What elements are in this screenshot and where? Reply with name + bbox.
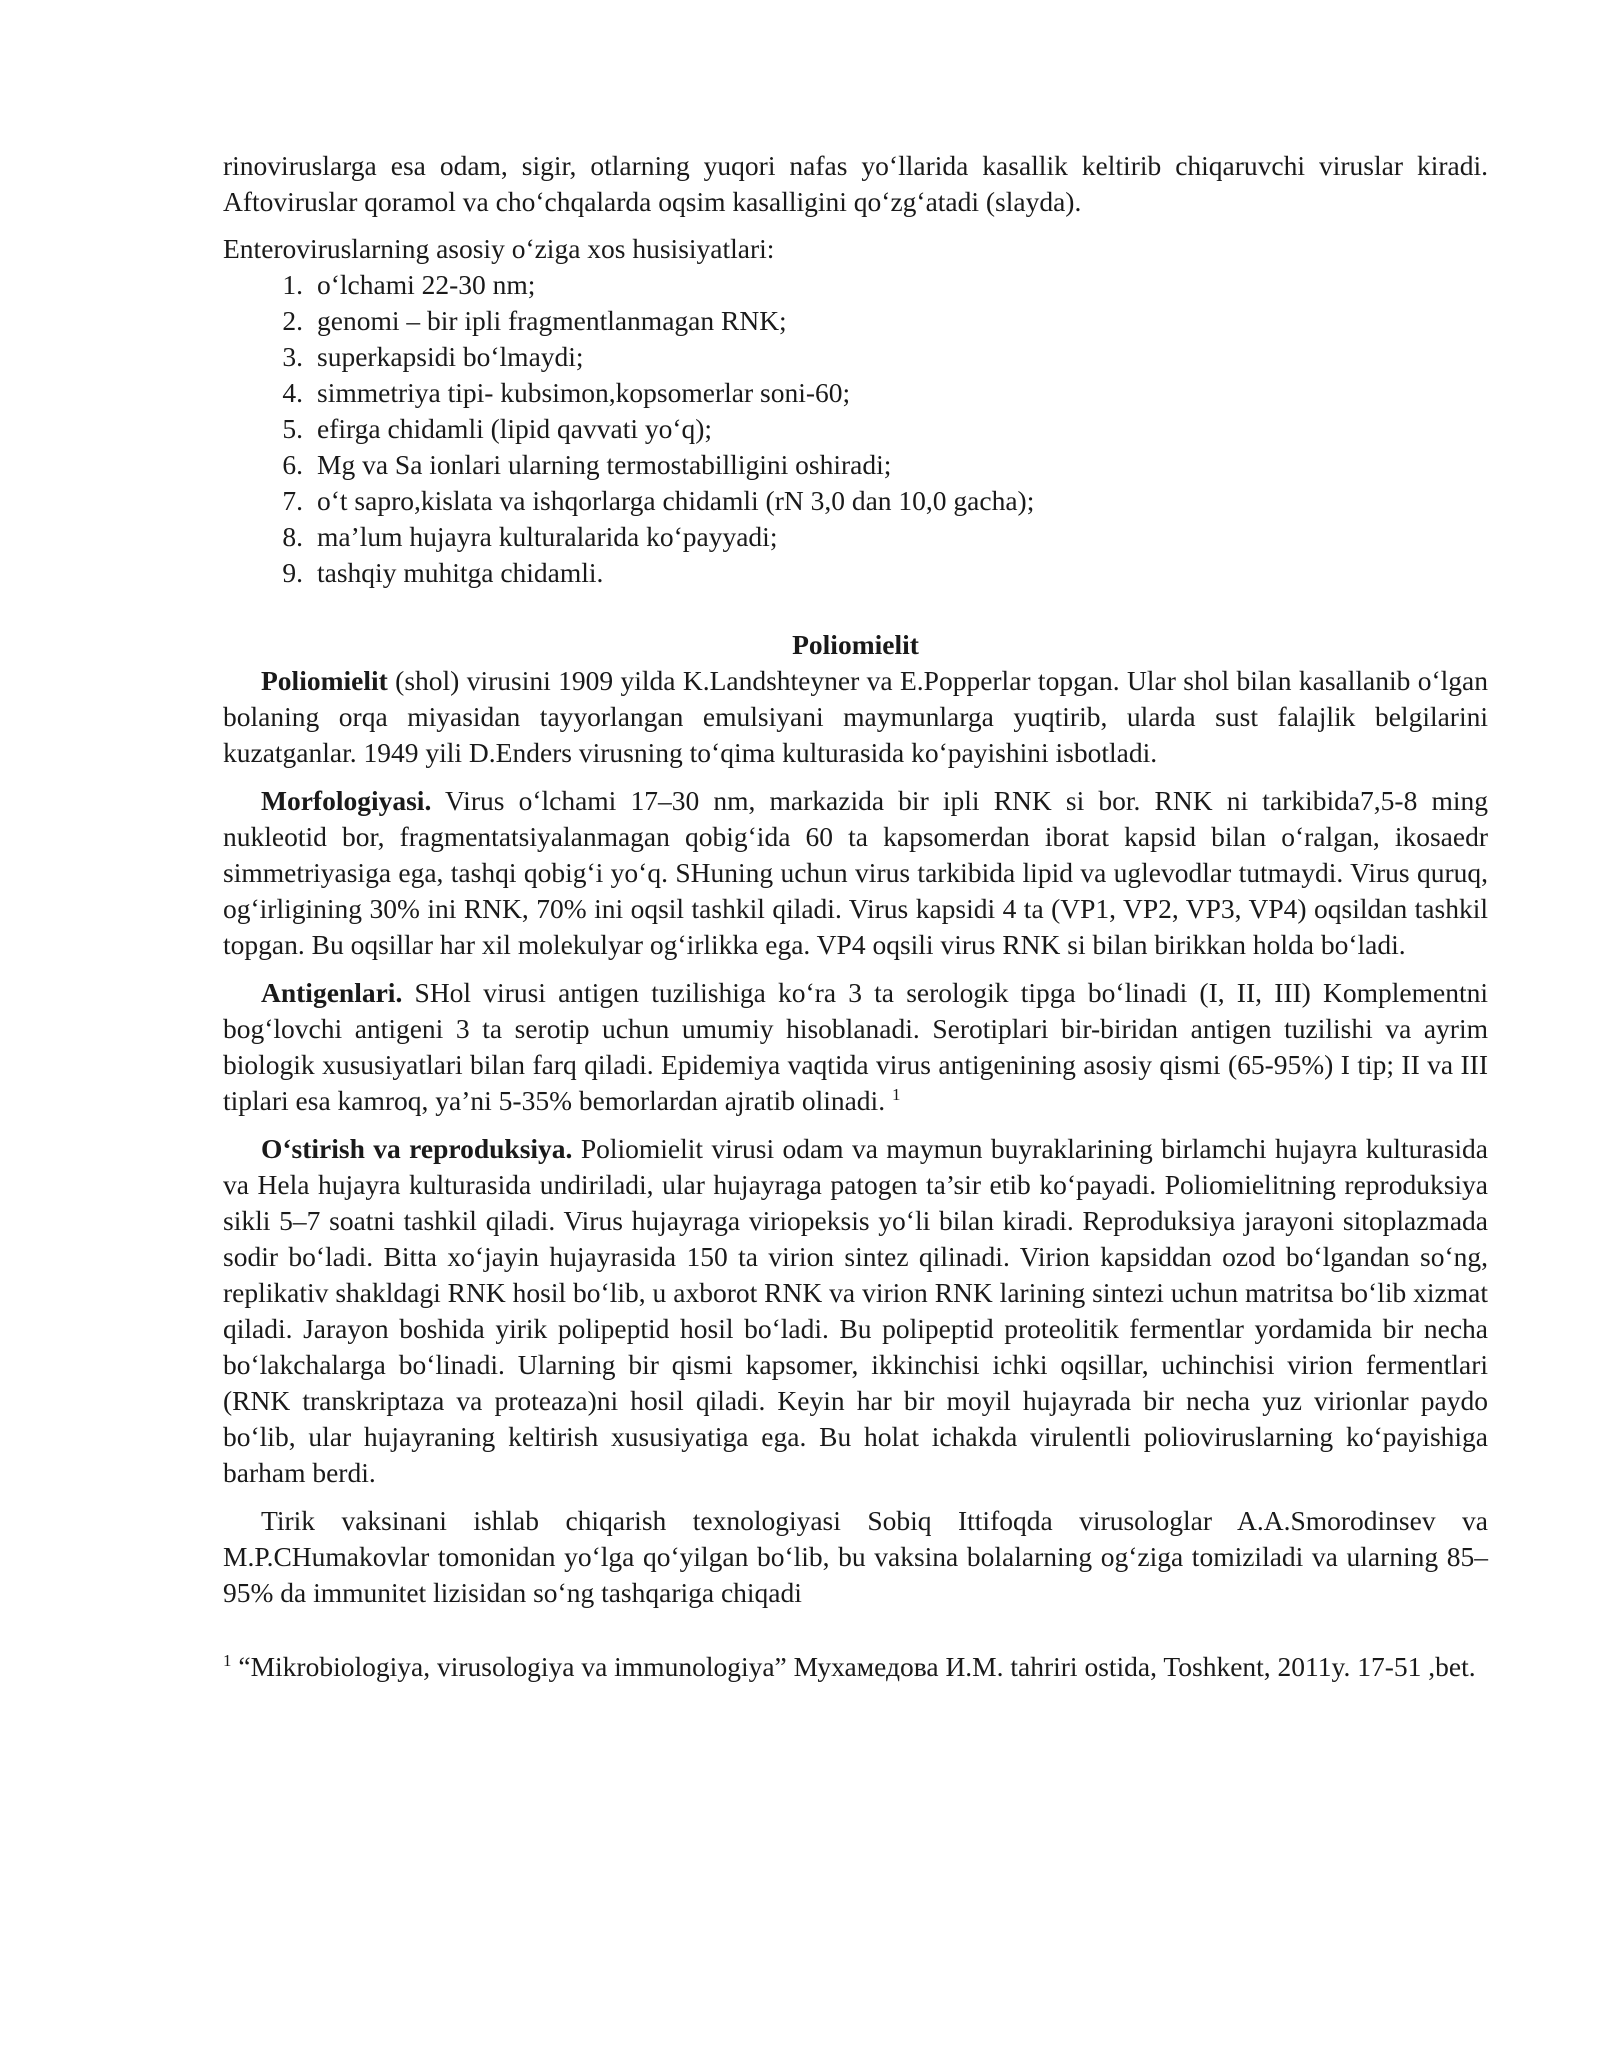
- list-item-text: tashqiy muhitga chidamli.: [317, 557, 604, 588]
- list-item: [223, 267, 1488, 303]
- morphology-paragraph: [223, 783, 1488, 963]
- footnote: [223, 1649, 1488, 1685]
- list-item-text: simmetriya tipi- kubsimon,kopsomerlar soni-60;: [317, 377, 851, 408]
- paragraph-lead: Morfologiyasi.: [261, 785, 432, 816]
- list-item-number: 4.: [282, 377, 303, 408]
- paragraph-text: Virus o‘lchami 17–30 nm, markazida bir ipli RNK si bor. RNK ni tarkibida7,5-8 ming nukleotid bor, fragmentatsiyalanmagan qobig‘ida 60 ta kapsomerdan iborat kapsid bilan o‘ralgan, ikosaedr simmetriyasiga ega, tashqi qobig‘i yo‘q. SHuning uchun virus tarkibida lipid va uglevodlar tutmaydi. Virus quruq, og‘irligining 30% ini RNK, 70% ini oqsil tashkil qiladi. Virus kapsidi 4 ta (VP1, VP2, VP3, VP4) oqsildan tashkil topgan. Bu oqsillar har xil molekulyar og‘irlikka ega. VP4 oqsili virus RNK si bilan birikkan holda bo‘ladi.: [223, 785, 1488, 960]
- section-title: Poliomielit: [792, 629, 919, 660]
- list-item: [223, 555, 1488, 591]
- list-item-text: ma’lum hujayra kulturalarida ko‘payyadi;: [317, 521, 778, 552]
- list-item-number: 1.: [282, 269, 303, 300]
- list-item-number: 7.: [282, 485, 303, 516]
- reproduction-paragraph: [223, 1131, 1488, 1491]
- list-item: [223, 519, 1488, 555]
- list-item: [223, 375, 1488, 411]
- list-heading: Enteroviruslarning asosiy o‘ziga xos husisiyatlari:: [223, 233, 775, 264]
- intro-paragraph: rinoviruslarga esa odam, sigir, otlarning yuqori nafas yo‘llarida kasallik keltirib chiqaruvchi viruslar kiradi. Aftoviruslar qoramol va cho‘chqalarda oqsim kasalligini qo‘zg‘atadi (slayda).: [223, 150, 1488, 217]
- paragraph-text: Poliomielit virusi odam va maymun buyraklarining birlamchi hujayra kulturasida va Hela hujayra kulturasida undiriladi, ular hujayraga patogen ta’sir etib ko‘payadi. Poliomielitning reproduksiya sikli 5–7 soatni tashkil qiladi. Virus hujayraga viriopeksis yo‘li bilan kiradi. Reproduksiya jarayoni sitoplazmada sodir bo‘ladi. Bitta xo‘jayin hujayrasida 150 ta virion sintez qilinadi. Virion kapsiddan ozod bo‘lgandan so‘ng, replikativ shakldagi RNK hosil bo‘lib, u axborot RNK va virion RNK larining sintezi uchun matritsa bo‘lib xizmat qiladi. Jarayon boshida yirik polipeptid hosil bo‘ladi. Bu polipeptid proteolitik fermentlar yordamida bir necha bo‘lakchalarga bo‘linadi. Ularning bir qismi kapsomer, ikkinchisi ichki oqsillar, uchinchisi virion fermentlari (RNK transkriptaza va proteaza)ni hosil qiladi. Keyin har bir moyil hujayrada bir necha yuz virionlar paydo bo‘lib, ular hujayraning keltirish xususiyatiga ega. Bu holat ichakda virulentli polioviruslarning ko‘payishiga barham berdi.: [223, 1133, 1488, 1488]
- footnote-reference[interactable]: 1: [891, 1085, 901, 1104]
- list-item-number: 2.: [282, 305, 303, 336]
- list-item-number: 6.: [282, 449, 303, 480]
- paragraph-text: (shol) virusini 1909 yilda K.Landshteyner va E.Popperlar topgan. Ular shol bilan kasallanib o‘lgan bolaning orqa miyasidan tayyorlangan emulsiyani maymunlarga yuqtirib, ularda sust falajlik belgilarini kuzatganlar. 1949 yili D.Enders virusning to‘qima kulturasida ko‘payishini isbotladi.: [223, 665, 1488, 768]
- list-item-text: Mg va Sa ionlari ularning termostabilligini oshiradi;: [317, 449, 892, 480]
- list-item: [223, 447, 1488, 483]
- paragraph-text: SHol virusi antigen tuzilishiga ko‘ra 3 ta serologik tipga bo‘linadi (I, II, III) Komplementni bog‘lovchi antigeni 3 ta serotip uchun umumiy hisoblanadi. Serotiplari bir-biridan antigen tuzilishi va ayrim biologik xususiyatlari bilan farq qiladi. Epidemiya vaqtida virus antigenining asosiy qismi (65-95%) I tip; II va III tiplari esa kamroq, ya’ni 5-35% bemorlardan ajratib olinadi.: [223, 977, 1488, 1116]
- list-item-number: 3.: [282, 341, 303, 372]
- list-item-text: genomi – bir ipli fragmentlanmagan RNK;: [317, 305, 787, 336]
- list-item: [223, 339, 1488, 375]
- document-page: [223, 148, 1488, 1685]
- list-item: [223, 303, 1488, 339]
- paragraph-lead: O‘stirish va reproduksiya.: [261, 1133, 573, 1164]
- list-item-number: 8.: [282, 521, 303, 552]
- list-item: [223, 483, 1488, 519]
- antigens-paragraph: [223, 975, 1488, 1119]
- paragraph-lead: Antigenlari.: [261, 977, 403, 1008]
- paragraph-lead: Poliomielit: [261, 665, 388, 696]
- poliomielit-paragraph: [223, 663, 1488, 771]
- list-item-text: o‘lchami 22-30 nm;: [317, 269, 536, 300]
- list-item: [223, 411, 1488, 447]
- footnote-mark: 1: [223, 1651, 232, 1670]
- vaccine-paragraph: Tirik vaksinani ishlab chiqarish texnologiyasi Sobiq Ittifoqda virusologlar A.A.Smorodinsev va M.P.CHumakovlar tomonidan yo‘lga qo‘yilgan bo‘lib, bu vaksina bolalarning og‘ziga tomiziladi va ularning 85–95% da immunitet lizisidan so‘ng tashqariga chiqadi: [223, 1505, 1488, 1608]
- list-item-number: 5.: [282, 413, 303, 444]
- list-item-text: efirga chidamli (lipid qavvati yo‘q);: [317, 413, 713, 444]
- list-item-text: o‘t sapro,kislata va ishqorlarga chidamli (rN 3,0 dan 10,0 gacha);: [317, 485, 1035, 516]
- list-item-text: superkapsidi bo‘lmaydi;: [317, 341, 584, 372]
- footnote-text: “Mikrobiologiya, virusologiya va immunologiya” Мухамедова И.М. tahriri ostida, Toshkent, 2011y. 17-51 ,bet.: [231, 1651, 1476, 1682]
- list-item-number: 9.: [282, 557, 303, 588]
- properties-list: [223, 267, 1488, 591]
